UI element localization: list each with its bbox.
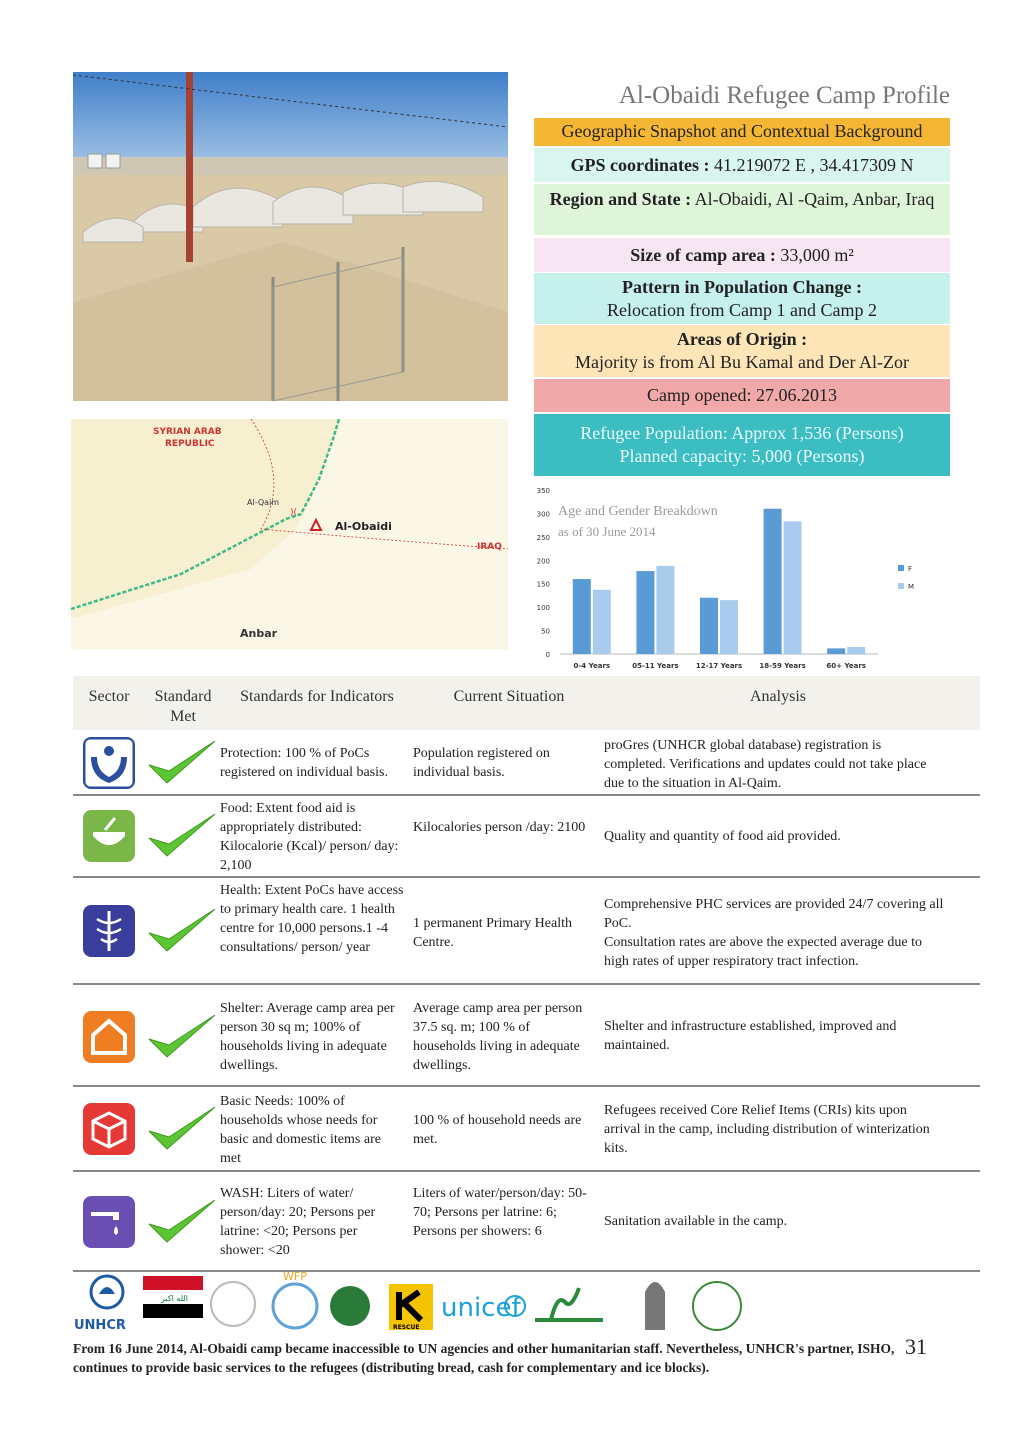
current-text: Kilocalories person /day: 2100 bbox=[413, 820, 586, 835]
y-tick-label: 150 bbox=[536, 580, 550, 589]
analysis-text: Refugees received Core Relief Items (CRIs) kits upon arrival in the camp, including distribution of winterization kits. bbox=[604, 1103, 930, 1156]
partner-logo bbox=[535, 1288, 603, 1320]
opened-value: Camp opened: 27.06.2013 bbox=[647, 385, 837, 405]
unicef-logo bbox=[441, 1293, 525, 1323]
current-text: 100 % of household needs are met. bbox=[413, 1113, 582, 1147]
health-icon bbox=[83, 905, 135, 957]
check-icon bbox=[145, 1011, 217, 1063]
bar-f bbox=[764, 509, 782, 654]
header-standard-met: Standard Met bbox=[154, 688, 212, 725]
partner-logo bbox=[645, 1282, 665, 1330]
y-tick-label: 50 bbox=[541, 627, 550, 636]
header-sector: Sector bbox=[88, 688, 130, 705]
unhcr-text: UNHCR bbox=[74, 1318, 126, 1333]
current-text: Liters of water/person/day: 50-70; Persons per latrine: 6; Persons per showers: 6 bbox=[413, 1186, 587, 1239]
gps-value: 41.219072 E , 34.417309 N bbox=[714, 155, 914, 175]
table-row bbox=[73, 732, 980, 796]
bar-f bbox=[827, 648, 845, 654]
camp-photo bbox=[73, 72, 508, 401]
y-tick-label: 250 bbox=[536, 533, 550, 542]
gps-label: GPS coordinates : bbox=[570, 155, 710, 175]
region-box bbox=[534, 184, 950, 235]
protection-icon bbox=[83, 737, 135, 789]
bar-m bbox=[720, 600, 738, 654]
analysis-text: Quality and quantity of food aid provided. bbox=[604, 829, 841, 844]
rescue-text: RESCUE bbox=[393, 1324, 420, 1331]
origin-box bbox=[534, 325, 950, 377]
legend-label: M bbox=[908, 583, 915, 591]
opened-box bbox=[534, 379, 950, 412]
map-country-label-2: REPUBLIC bbox=[165, 439, 215, 449]
standard-text: Shelter: Average camp area per person 30 sq m; 100% of households living in adequate dwellings. bbox=[220, 1001, 395, 1073]
analysis-text: Comprehensive PHC services are provided 24/7 covering all PoC. Consultation rates are above the expected average due to high rates of upper respiratory tract infection. bbox=[604, 897, 944, 969]
chart-subtitle: as of 30 June 2014 bbox=[558, 524, 656, 539]
pattern-box bbox=[534, 273, 950, 324]
standard-text: Food: Extent food aid is appropriately distributed: Kilocalorie (Kcal)/ person/ day: 2,100 bbox=[220, 801, 399, 873]
x-tick-label: 05-11 Years bbox=[632, 662, 679, 670]
check-icon bbox=[145, 810, 217, 862]
map-iraq-label: IRAQ bbox=[477, 542, 502, 552]
table-row bbox=[73, 1087, 980, 1172]
partner-logos bbox=[73, 1272, 980, 1334]
analysis-text: Sanitation available in the camp. bbox=[604, 1214, 788, 1229]
table-row bbox=[73, 796, 980, 878]
origin-label: Areas of Origin : bbox=[676, 329, 808, 349]
table-row bbox=[73, 1172, 980, 1272]
wfp-text: WFP bbox=[283, 1272, 307, 1283]
x-tick-label: 18-59 Years bbox=[759, 662, 806, 670]
map-camp-label: Al-Obaidi bbox=[335, 520, 392, 533]
map-country-label: SYRIAN ARAB bbox=[153, 427, 222, 437]
y-tick-label: 200 bbox=[536, 557, 550, 566]
size-value: 33,000 m² bbox=[780, 245, 854, 265]
wfp-logo bbox=[273, 1272, 317, 1328]
current-text: 1 permanent Primary Health Centre. bbox=[413, 916, 573, 950]
origin-value: Majority is from Al Bu Kamal and Der Al-Zor bbox=[575, 352, 909, 372]
standard-text: Protection: 100 % of PoCs registered on individual basis. bbox=[220, 746, 388, 780]
standard-text: Health: Extent PoCs have access to primary health care. 1 health centre for 10,000 persons.1 -4 consultations/ person/ year bbox=[220, 883, 404, 955]
bar-f bbox=[700, 598, 718, 654]
unicef-text: unicef bbox=[441, 1293, 521, 1323]
check-icon bbox=[145, 1103, 217, 1155]
capacity-value: Planned capacity: 5,000 (Persons) bbox=[619, 446, 865, 466]
page-title: Al-Obaidi Refugee Camp Profile bbox=[618, 82, 950, 109]
location-map bbox=[71, 419, 508, 650]
iraq-flag bbox=[143, 1276, 203, 1318]
check-icon bbox=[145, 1196, 217, 1248]
table-header bbox=[73, 676, 980, 730]
map-marker: )( bbox=[290, 508, 298, 518]
wash-icon bbox=[83, 1196, 135, 1248]
header-standards: Standards for Indicators bbox=[240, 688, 394, 705]
y-tick-label: 0 bbox=[545, 651, 550, 659]
bar-m bbox=[656, 566, 674, 654]
header-current: Current Situation bbox=[453, 688, 565, 705]
y-tick-label: 100 bbox=[536, 604, 550, 613]
region-value: Al-Obaidi, Al -Qaim, Anbar, Iraq bbox=[694, 189, 935, 209]
y-tick-label: 300 bbox=[536, 510, 550, 519]
current-text: Average camp area per person 37.5 sq. m; 100 % of households living in adequate dwellings. bbox=[413, 1001, 583, 1073]
gps-box bbox=[534, 148, 950, 182]
standard-text: Basic Needs: 100% of households whose needs for basic and domestic items are met bbox=[220, 1094, 381, 1166]
population-box bbox=[534, 414, 950, 476]
bar-m bbox=[784, 521, 802, 654]
x-tick-label: 12-17 Years bbox=[695, 662, 743, 670]
svg-text:الله اكبر: الله اكبر bbox=[161, 1294, 188, 1303]
standard-text: WASH: Liters of water/ person/day: 20; Persons per latrine: <20; Persons per shower: <20 bbox=[220, 1186, 376, 1258]
bar-f bbox=[636, 571, 654, 654]
section-heading bbox=[534, 118, 950, 146]
chart-title: Age and Gender Breakdown bbox=[558, 504, 718, 519]
size-label: Size of camp area : bbox=[630, 245, 776, 265]
y-tick-label: 350 bbox=[536, 487, 550, 495]
rescue-logo bbox=[389, 1284, 433, 1331]
header-analysis: Analysis bbox=[750, 688, 806, 705]
unhcr-logo bbox=[74, 1276, 126, 1333]
table-row bbox=[73, 878, 980, 985]
analysis-text: Shelter and infrastructure established, improved and maintained. bbox=[604, 1019, 897, 1053]
current-text: Population registered on individual basis. bbox=[413, 746, 550, 780]
map-town-label: Al-Qaim bbox=[247, 498, 280, 507]
legend-swatch bbox=[898, 583, 904, 589]
bar-m bbox=[593, 590, 611, 654]
pattern-value: Relocation from Camp 1 and Camp 2 bbox=[607, 300, 877, 320]
check-icon bbox=[145, 737, 217, 789]
x-tick-label: 60+ Years bbox=[826, 662, 866, 670]
table-row bbox=[73, 985, 980, 1087]
page-number: 31 bbox=[905, 1334, 927, 1359]
age-gender-chart bbox=[530, 482, 930, 678]
pattern-label: Pattern in Population Change : bbox=[621, 277, 862, 297]
basic-needs-icon bbox=[83, 1103, 135, 1155]
region-label: Region and State : bbox=[549, 189, 692, 209]
bar-f bbox=[573, 579, 591, 654]
food-icon bbox=[83, 810, 135, 862]
partner-logo bbox=[211, 1282, 255, 1326]
partner-logo bbox=[693, 1282, 741, 1330]
analysis-text: proGres (UNHCR global database) registration is completed. Verifications and updates could not take place due to the situation in Al-Qaim. bbox=[604, 738, 927, 791]
x-tick-label: 0-4 Years bbox=[573, 662, 611, 670]
legend-label: F bbox=[908, 565, 913, 573]
size-box bbox=[534, 238, 950, 272]
check-icon bbox=[145, 905, 217, 957]
legend-swatch bbox=[898, 565, 904, 571]
footer-note: From 16 June 2014, Al-Obaidi camp became inaccessible to UN agencies and other humanitarian staff. Nevertheless, UNHCR's partner, ISHO, continues to provide basic services to the refugees (distributing bread, cash for complementary and ice blocks). bbox=[73, 1341, 895, 1375]
map-province-label: Anbar bbox=[240, 627, 278, 640]
bar-m bbox=[847, 647, 865, 654]
population-value: Refugee Population: Approx 1,536 (Persons) bbox=[580, 423, 904, 443]
section-heading-text: Geographic Snapshot and Contextual Background bbox=[561, 121, 923, 141]
partner-logo bbox=[330, 1286, 370, 1326]
shelter-icon bbox=[83, 1011, 135, 1063]
